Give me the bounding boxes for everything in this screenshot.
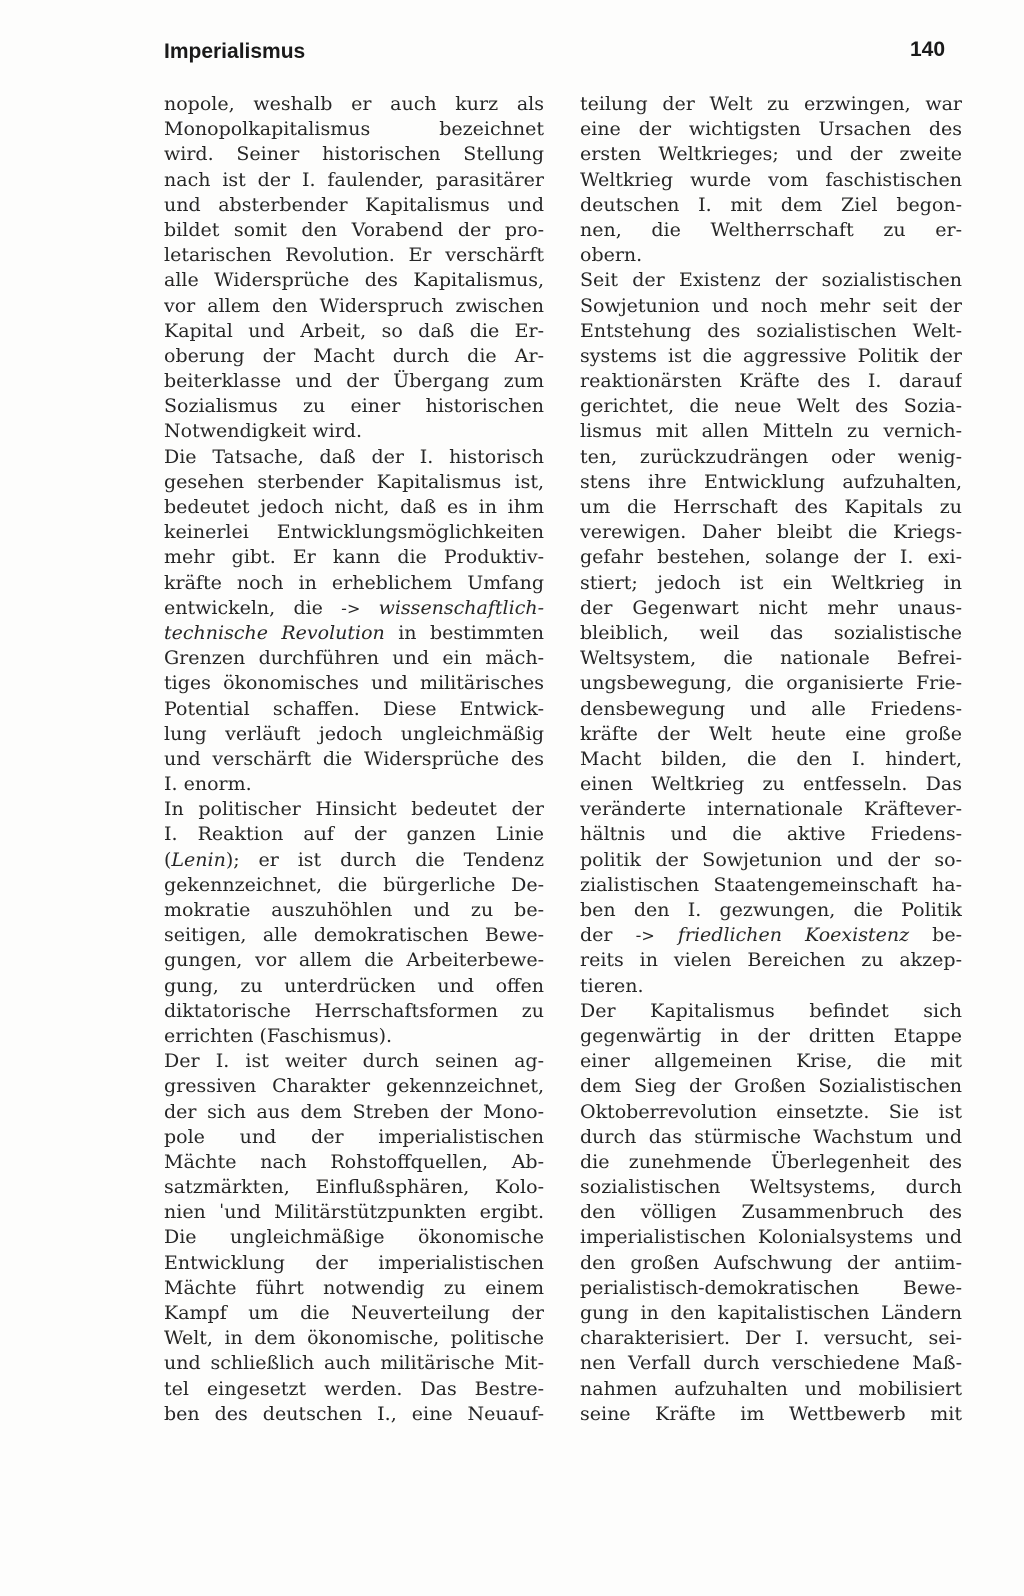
page-header-title: Imperialismus xyxy=(164,40,306,63)
cross-reference-arrow-icon: -> xyxy=(341,598,361,618)
text-line: nopole, weshalb er auch kurz als xyxy=(164,93,544,115)
text-line: und absterbender Kapitalismus und xyxy=(164,193,544,216)
text-line: diktatorische Herrschaftsformen zu xyxy=(164,999,544,1022)
text-line: nen Verfall durch verschiedene Maß- xyxy=(580,1352,962,1375)
text-line: densbewegung und alle Friedens- xyxy=(580,697,962,720)
text-line: Die ungleichmäßige ökonomische xyxy=(164,1226,544,1249)
text-line: teilung der Welt zu erzwingen, war xyxy=(580,93,962,115)
text-line: Oktoberrevolution einsetzte. Sie ist xyxy=(580,1100,962,1123)
cross-reference-arrow-icon: -> xyxy=(635,926,655,946)
text-line: lismus mit allen Mitteln zu vernich- xyxy=(580,420,962,443)
text-line: Macht bilden, die den I. hindert, xyxy=(580,747,962,770)
text-line: obern. xyxy=(580,244,643,267)
text-line: Welt, in dem ökonomische, politische xyxy=(164,1327,544,1350)
text-line: um die Herrschaft des Kapitals zu xyxy=(580,496,962,518)
text-line: durch das stürmische Wachstum und xyxy=(580,1125,962,1148)
text-line: reits in vielen Bereichen zu akzep- xyxy=(580,949,962,972)
text-line: gerichtet, die neue Welt des Sozia- xyxy=(580,395,962,418)
text-segment: entwickeln, die xyxy=(164,596,342,619)
text-line: letarischen Revolution. Er verschärft xyxy=(164,244,544,267)
text-line: ungsbewegung, die organisierte Frie- xyxy=(580,672,962,695)
text-line: tel eingesetzt werden. Das Bestre- xyxy=(164,1377,544,1400)
text-line: satzmärkten, Einflußsphären, Kolo- xyxy=(164,1176,544,1199)
text-line: gung, zu unterdrücken und offen xyxy=(164,974,544,997)
text-line: einer allgemeinen Krise, die mit xyxy=(580,1050,962,1073)
text-line: Mächte führt notwendig zu einem xyxy=(164,1276,544,1299)
text-line: Entstehung des sozialistischen Welt- xyxy=(580,319,962,342)
text-line: Kampf um die Neuverteilung der xyxy=(164,1302,544,1324)
text-segment: in bestimmten xyxy=(384,621,544,644)
text-line: nien ˈund Militärstützpunkten ergibt. xyxy=(164,1201,544,1224)
text-line: gegenwärtig in der dritten Etappe xyxy=(580,1024,962,1047)
text-line: Notwendigkeit wird. xyxy=(164,420,362,443)
text-line: politik der Sowjetunion und der so- xyxy=(580,848,962,871)
text-line: und schließlich auch militärische Mit- xyxy=(164,1352,544,1375)
text-line: gressiven Charakter gekennzeichnet, xyxy=(164,1075,544,1098)
text-line xyxy=(580,923,962,948)
text-line: dem Sieg der Großen Sozialistischen xyxy=(580,1075,962,1098)
text-line: einen Weltkrieg zu entfesseln. Das xyxy=(580,773,962,796)
text-line: Seit der Existenz der sozialistischen xyxy=(580,269,962,292)
text-line: bleiblich, weil das sozialistische xyxy=(580,621,962,644)
text-line: gungen, vor allem die Arbeiterbewe- xyxy=(164,949,544,972)
text-line: sozialistischen Weltsystems, durch xyxy=(580,1176,962,1199)
cross-reference-term: wissenschaftlich- xyxy=(360,596,544,619)
text-line: wird. Seiner historischen Stellung xyxy=(164,143,544,166)
text-line: der Gegenwart nicht mehr unaus- xyxy=(580,596,962,619)
text-line: zialistischen Staatengemeinschaft ha- xyxy=(580,873,962,896)
text-line: kräfte der Welt heute eine große xyxy=(580,722,962,745)
text-line: Kapital und Arbeit, so daß die Er- xyxy=(164,319,544,342)
text-line: lung verläuft jedoch ungleichmäßig xyxy=(164,722,544,745)
text-line: kräfte noch in erheblichem Umfang xyxy=(164,571,544,594)
cross-reference-term: Lenin xyxy=(171,848,226,871)
text-line: gekennzeichnet, die bürgerliche De- xyxy=(164,873,544,896)
text-line xyxy=(164,848,544,873)
text-line: deutschen I. mit dem Ziel begon- xyxy=(580,193,962,216)
text-line: und verschärft die Widersprüche des xyxy=(164,747,544,770)
text-line: die zunehmende Überlegenheit des xyxy=(580,1150,962,1173)
text-line: nahmen aufzuhalten und mobilisiert xyxy=(580,1377,962,1400)
text-line: gefahr bestehen, solange der I. exi- xyxy=(580,546,962,569)
text-line: ben den I. gezwungen, die Politik xyxy=(580,899,962,921)
text-segment: be- xyxy=(909,924,962,947)
text-line: gung in den kapitalistischen Ländern xyxy=(580,1302,962,1324)
text-line: Sowjetunion und noch mehr seit der xyxy=(580,294,962,317)
text-line: mehr gibt. Er kann die Produktiv- xyxy=(164,546,544,569)
text-line: nach ist der I. faulender, parasitärer xyxy=(164,168,544,191)
text-line: Die Tatsache, daß der I. historisch xyxy=(164,445,544,468)
text-line: alle Widersprüche des Kapitalismus, xyxy=(164,269,544,292)
text-line: stens ihre Entwicklung aufzuhalten, xyxy=(580,470,962,493)
text-line: bildet somit den Vorabend der pro- xyxy=(164,218,544,241)
text-line: gesehen sterbender Kapitalismus ist, xyxy=(164,470,544,493)
text-line: oberung der Macht durch die Ar- xyxy=(164,344,544,367)
text-line: veränderte internationale Kräftever- xyxy=(580,798,962,821)
text-line: pole und der imperialistischen xyxy=(164,1125,544,1148)
text-segment: der xyxy=(580,924,636,947)
text-line: Weltsystem, die nationale Befrei- xyxy=(580,647,962,670)
text-line: bedeutet jedoch nicht, daß es in ihm xyxy=(164,496,544,518)
text-line: tieren. xyxy=(580,974,644,997)
text-line: ten, zurückzudrängen oder wenig- xyxy=(580,445,962,468)
text-line xyxy=(164,596,544,621)
text-line: Der Kapitalismus befindet sich xyxy=(580,999,962,1022)
text-line: I. Reaktion auf der ganzen Linie xyxy=(164,823,544,846)
text-line: ersten Weltkrieges; und der zweite xyxy=(580,143,962,166)
text-line: charakterisiert. Der I. versucht, sei- xyxy=(580,1327,962,1350)
text-line: der sich aus dem Streben der Mono- xyxy=(164,1100,544,1123)
text-line: Entwicklung der imperialistischen xyxy=(164,1251,544,1274)
text-line: Mächte nach Rohstoffquellen, Ab- xyxy=(164,1150,544,1173)
text-line: ben des deutschen I., eine Neuauf- xyxy=(164,1402,544,1425)
text-line: seitigen, alle demokratischen Bewe- xyxy=(164,924,544,947)
text-line: Potential schaffen. Diese Entwick- xyxy=(164,697,544,720)
text-line: nen, die Weltherrschaft zu er- xyxy=(580,218,962,241)
text-line: imperialistischen Kolonialsystems und xyxy=(580,1226,962,1249)
page-number: 140 xyxy=(910,38,946,61)
text-line: Grenzen durchführen und ein mäch- xyxy=(164,647,544,670)
text-line: perialistisch-demokratischen Bewe- xyxy=(580,1276,962,1299)
text-line: systems ist die aggressive Politik der xyxy=(580,344,962,367)
text-line xyxy=(164,621,544,646)
text-line: I. enorm. xyxy=(164,773,252,796)
text-column-left xyxy=(164,92,544,1427)
text-line: vor allem den Widerspruch zwischen xyxy=(164,294,544,317)
text-line: keinerlei Entwicklungsmöglichkeiten xyxy=(164,521,544,544)
text-line: reaktionärsten Kräfte des I. darauf xyxy=(580,370,962,393)
cross-reference-term: technische Revolution xyxy=(164,621,385,644)
text-line: verewigen. Daher bleibt die Kriegs- xyxy=(580,521,962,544)
text-line: hältnis und die aktive Friedens- xyxy=(580,823,962,846)
text-line: mokratie auszuhöhlen und zu be- xyxy=(164,899,544,921)
text-line: errichten (Faschismus). xyxy=(164,1024,393,1047)
text-line: beiterklasse und der Übergang zum xyxy=(164,370,544,393)
text-line: Der I. ist weiter durch seinen ag- xyxy=(164,1050,544,1073)
cross-reference-term: friedlichen Koexistenz xyxy=(654,924,910,947)
text-segment: ); er ist durch die Tendenz xyxy=(225,848,544,871)
text-line: Monopolkapitalismus bezeichnet xyxy=(164,118,544,141)
text-line: seine Kräfte im Wettbewerb mit xyxy=(580,1402,962,1425)
text-line: eine der wichtigsten Ursachen des xyxy=(580,118,962,141)
text-line: Weltkrieg wurde vom faschistischen xyxy=(580,168,962,191)
text-line: In politischer Hinsicht bedeutet der xyxy=(164,798,544,821)
text-segment: ( xyxy=(164,848,172,871)
text-line: den völligen Zusammenbruch des xyxy=(580,1201,962,1224)
text-column-right xyxy=(580,92,962,1427)
text-line: den großen Aufschwung der antiim- xyxy=(580,1251,962,1274)
text-line: stiert; jedoch ist ein Weltkrieg in xyxy=(580,571,962,594)
text-line: tiges ökonomisches und militärisches xyxy=(164,672,544,695)
text-line: Sozialismus zu einer historischen xyxy=(164,395,544,418)
